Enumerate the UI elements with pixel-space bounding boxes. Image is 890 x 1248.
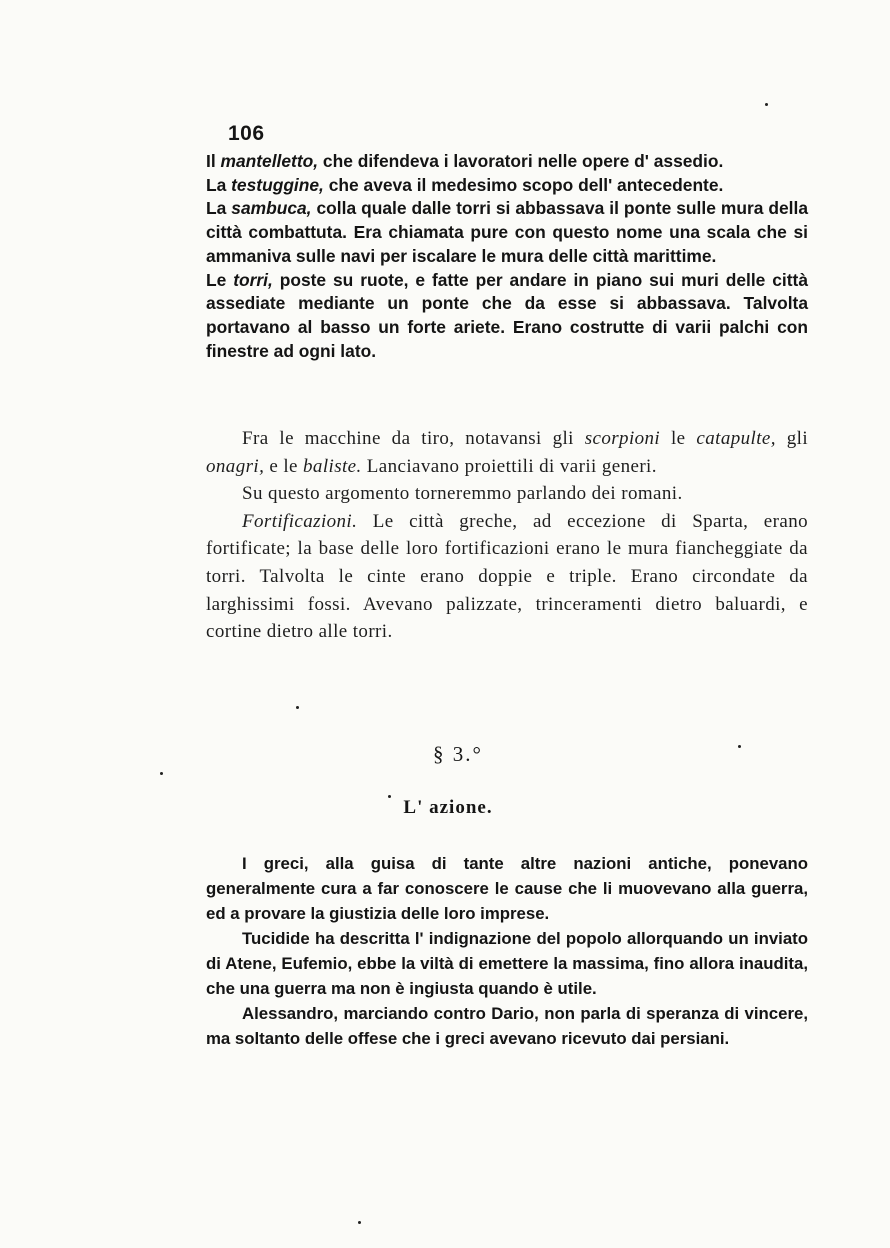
paragraph-fortificazioni bbox=[206, 508, 808, 646]
term-sambuca: sambuca, bbox=[231, 198, 312, 219]
term-testuggine: testuggine, bbox=[231, 174, 324, 195]
term-catapulte: catapulte, bbox=[696, 428, 776, 449]
term-baliste: baliste. bbox=[303, 455, 362, 477]
text: che aveva il medesimo scopo dell' antecedente. bbox=[323, 174, 724, 195]
term-fortificazioni: Fortificazioni. bbox=[242, 510, 358, 532]
paragraph-greci: I greci, alla guisa di tante altre nazioni antiche, ponevano generalmente cura a far conoscere le cause che li muovevano alla guerra, ed a provare la giustizia delle loro imprese. bbox=[206, 854, 808, 923]
paragraph-alessandro: Alessandro, marciando contro Dario, non parla di speranza di vincere, ma soltanto delle offese che i greci avevano ricevuto dai persiani. bbox=[206, 1004, 808, 1048]
siege-machines-list bbox=[206, 150, 808, 363]
term-onagri: onagri, bbox=[206, 455, 265, 477]
print-speck bbox=[388, 795, 391, 798]
text: Le bbox=[206, 269, 234, 290]
paragraph-mantelletto bbox=[206, 150, 808, 174]
print-speck bbox=[738, 745, 741, 748]
print-speck bbox=[358, 1221, 361, 1224]
section-azione-body bbox=[206, 851, 808, 1051]
text: Le città greche, ad eccezione di Sparta, erano fortificate; la base delle loro fortificazioni erano le mura fiancheggiate da torri. Talvolta le cinte erano doppie e triple. Erano circondate da larghissimi fossi. Avevano palizzate, trinceramenti dietro baluardi, e cortine dietro alle torri. bbox=[206, 510, 808, 643]
page-number: 106 bbox=[228, 122, 265, 145]
paragraph-testuggine bbox=[206, 174, 808, 198]
term-torri: torri, bbox=[233, 269, 273, 290]
print-speck bbox=[765, 103, 768, 106]
paragraph-torri bbox=[206, 269, 808, 364]
text: La bbox=[206, 198, 232, 219]
paragraph-macchine-da-tiro bbox=[206, 425, 808, 480]
print-speck bbox=[296, 706, 299, 709]
text: La bbox=[206, 174, 232, 195]
print-speck bbox=[160, 772, 163, 775]
text: gli bbox=[775, 428, 808, 449]
text: Il bbox=[206, 151, 221, 171]
text: che difendeva i lavoratori nelle opere d' assedio. bbox=[318, 151, 724, 171]
machines-and-fortifications bbox=[206, 425, 808, 646]
term-mantelletto: mantelletto, bbox=[220, 151, 319, 171]
text: colla quale dalle torri si abbassava il ponte sulle mura della città combattuta. Era chiamata pure con questo nome una scala che si ammaniva sulle navi per iscalare le mura delle città marittime. bbox=[206, 198, 808, 266]
paragraph-argomento: Su questo argomento torneremmo parlando dei romani. bbox=[242, 483, 683, 505]
text: Lanciavano proiettili di varii generi. bbox=[361, 455, 657, 477]
text: le bbox=[660, 428, 697, 449]
section-mark: § 3.° bbox=[433, 742, 483, 766]
section-title: L' azione. bbox=[403, 797, 493, 818]
text: e le bbox=[264, 455, 304, 477]
paragraph-tucidide: Tucidide ha descritta l' indignazione del popolo allorquando un inviato di Atene, Eufemio, ebbe la viltà di emettere la massima, fino allora inaudita, che una guerra ma non è ingiusta quando è utile. bbox=[206, 929, 808, 998]
term-scorpioni: scorpioni bbox=[584, 428, 661, 449]
text: Fra le macchine da tiro, notavansi gli bbox=[242, 428, 585, 449]
text: poste su ruote, e fatte per andare in piano sui muri delle città assediate mediante un ponte che da esse si abbassava. Talvolta portavano al basso un forte ariete. Erano costrutte di varii palchi con finestre ad ogni lato. bbox=[206, 269, 808, 361]
paragraph-sambuca bbox=[206, 197, 808, 268]
